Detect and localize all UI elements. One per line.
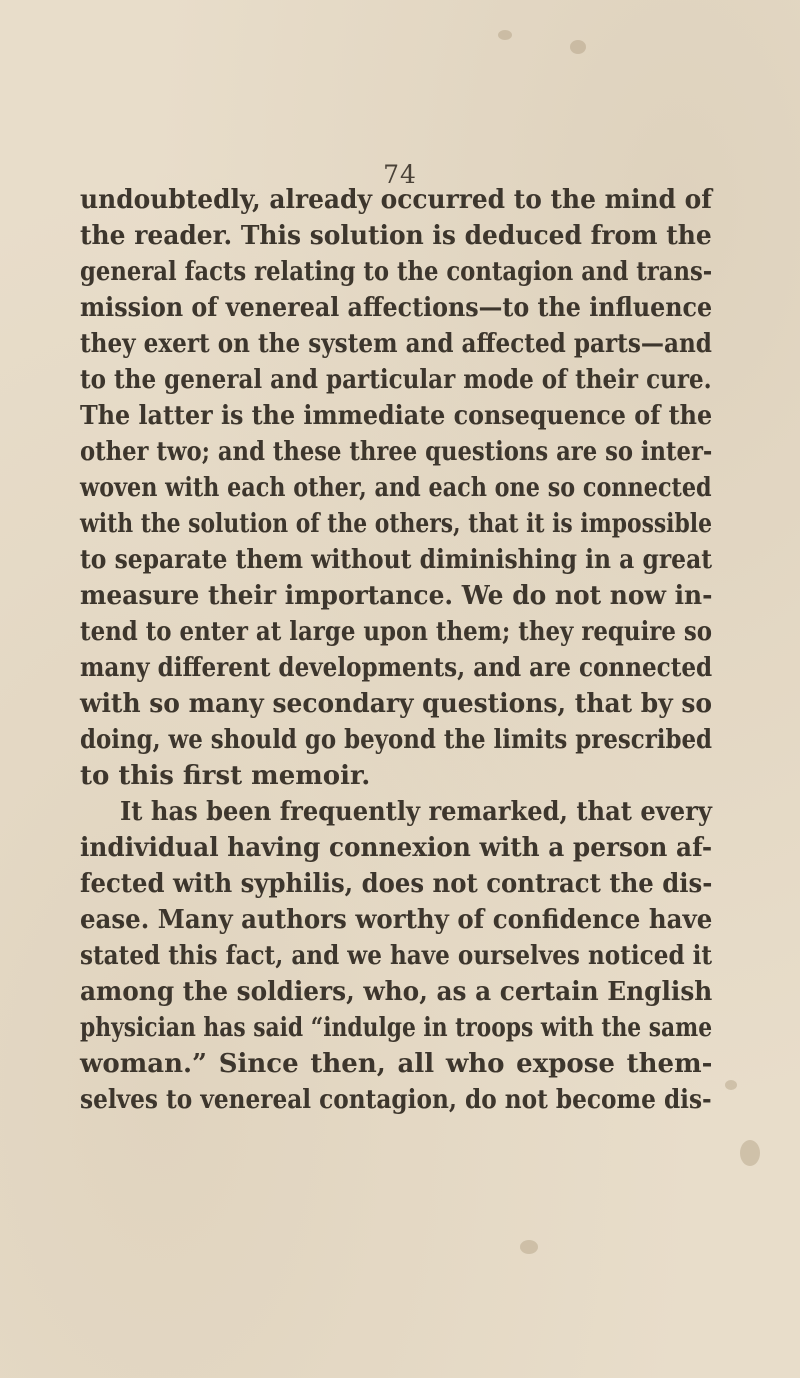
text-line: woman.” Since then, all who expose them- — [80, 1049, 713, 1079]
text-line: the reader. This solution is deduced from the — [80, 221, 712, 251]
foxing-spot — [520, 1240, 538, 1254]
text-line: stated this fact, and we have ourselves noticed it — [80, 941, 713, 971]
foxing-spot — [725, 1080, 737, 1090]
text-line: to this first memoir. — [80, 761, 371, 791]
text-line: with so many secondary questions, that by so — [80, 689, 713, 719]
text-line: with the solution of the others, that it is impossible — [80, 509, 712, 539]
text-line: to the general and particular mode of their cure. — [80, 365, 712, 395]
text-line: among the soldiers, who, as a certain English — [80, 977, 713, 1007]
text-line: other two; and these three questions are so inter- — [80, 437, 713, 467]
text-line: doing, we should go beyond the limits prescribed — [80, 725, 713, 755]
text-line: physician has said “indulge in troops with the same — [80, 1013, 713, 1043]
page-number: 74 — [383, 160, 417, 189]
text-line: The latter is the immediate consequence of the — [80, 401, 713, 431]
text-line: woven with each other, and each one so connected — [80, 473, 712, 503]
text-line: individual having connexion with a person af- — [80, 833, 713, 863]
text-line: mission of venereal affections—to the influence — [80, 293, 713, 323]
text-line: undoubtedly, already occurred to the mind of — [80, 185, 712, 215]
text-line: ease. Many authors worthy of confidence have — [80, 905, 713, 935]
text-line: many different developments, and are connected — [80, 653, 713, 683]
text-line: tend to enter at large upon them; they require so — [80, 617, 713, 647]
text-line: fected with syphilis, does not contract the dis- — [80, 869, 713, 899]
text-line: general facts relating to the contagion and trans- — [80, 257, 713, 287]
text-line: they exert on the system and affected parts—and — [80, 329, 712, 359]
foxing-spot — [740, 1140, 760, 1166]
foxing-spot — [570, 40, 586, 54]
foxing-spot — [498, 30, 512, 40]
text-line: to separate them without diminishing in a great — [80, 545, 713, 575]
text-line: measure their importance. We do not now in- — [80, 581, 713, 611]
text-line: It has been frequently remarked, that every — [120, 797, 712, 827]
text-line: selves to venereal contagion, do not become dis- — [80, 1085, 712, 1115]
